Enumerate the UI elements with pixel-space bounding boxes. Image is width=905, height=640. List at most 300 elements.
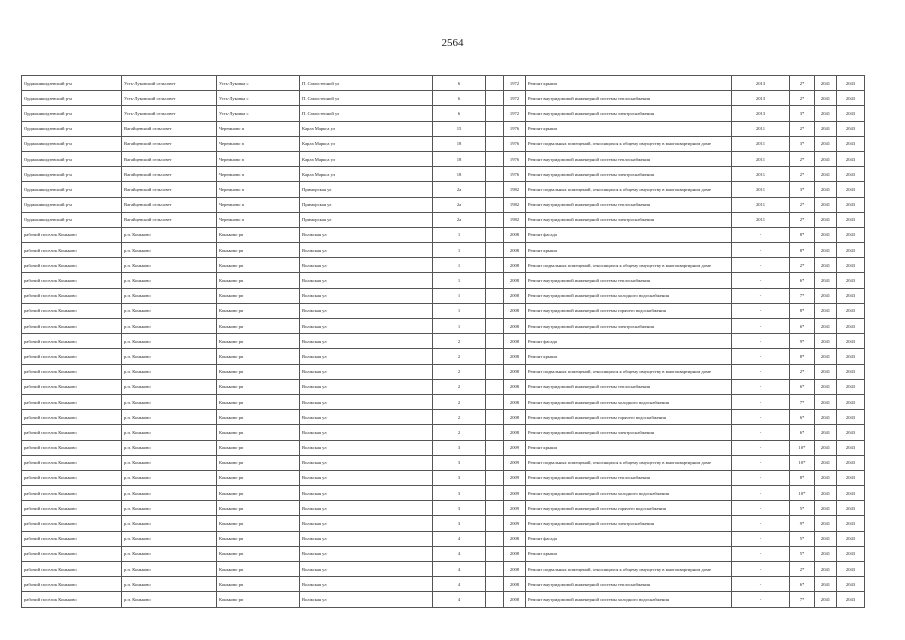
work-type-cell: Ремонт внутридомовой инженерной системы электроснабжения <box>526 516 732 531</box>
period-end-cell: 2043 <box>837 319 865 334</box>
locality-cell: Черемново п <box>217 167 300 182</box>
planned-count-cell: 6* <box>790 577 815 592</box>
planned-count-cell: 2* <box>790 91 815 106</box>
house-number-cell: 4 <box>433 531 486 546</box>
street-cell: Волжская ул <box>300 470 433 485</box>
period-start-cell: 2041 <box>815 516 837 531</box>
period-start-cell: 2041 <box>815 379 837 394</box>
year-built-cell: 2009 <box>504 486 526 501</box>
locality-cell: Коньково рп <box>217 303 300 318</box>
period-end-cell: 2043 <box>837 501 865 516</box>
district-cell: рабочий поселок Коньково <box>22 440 122 455</box>
locality-cell: Коньково рп <box>217 243 300 258</box>
period-start-cell: 2041 <box>815 288 837 303</box>
locality-cell: Черемново п <box>217 151 300 166</box>
settlement-cell: р.п. Коньково <box>122 227 217 242</box>
year-built-cell: 2008 <box>504 531 526 546</box>
last-repair-year-cell: 2011 <box>732 182 790 197</box>
house-number-cell: 6 <box>433 76 486 91</box>
house-number-cell: 3 <box>433 501 486 516</box>
last-repair-year-cell: 2013 <box>732 91 790 106</box>
settlement-cell: р.п. Коньково <box>122 470 217 485</box>
planned-count-cell: 3* <box>790 136 815 151</box>
street-cell: Волжская ул <box>300 562 433 577</box>
period-end-cell: 2043 <box>837 379 865 394</box>
work-type-cell: Ремонт внутридомовой инженерной системы холодного водоснабжения <box>526 394 732 409</box>
locality-cell: Усть-Луковка с <box>217 91 300 106</box>
planned-count-cell: 6* <box>790 379 815 394</box>
house-number-cell: 3 <box>433 470 486 485</box>
locality-cell: Коньково рп <box>217 319 300 334</box>
street-cell: Волжская ул <box>300 440 433 455</box>
house-number-cell: 2 <box>433 425 486 440</box>
last-repair-year-cell: - <box>732 227 790 242</box>
year-built-cell: 2008 <box>504 379 526 394</box>
house-number-cell: 1 <box>433 273 486 288</box>
locality-cell: Коньково рп <box>217 592 300 607</box>
planned-count-cell: 6* <box>790 425 815 440</box>
street-cell: П. Самостепной ул <box>300 106 433 121</box>
street-cell: П. Самостепной ул <box>300 76 433 91</box>
year-built-cell: 1982 <box>504 197 526 212</box>
house-number-cell: 2 <box>433 364 486 379</box>
district-cell: рабочий поселок Коньково <box>22 577 122 592</box>
house-number-cell: 1 <box>433 243 486 258</box>
planned-count-cell: 5* <box>790 501 815 516</box>
period-start-cell: 2041 <box>815 349 837 364</box>
table-row <box>22 91 865 106</box>
year-built-cell: 2008 <box>504 410 526 425</box>
table-row <box>22 288 865 303</box>
settlement-cell: Вагайцевский сельсовет <box>122 121 217 136</box>
work-type-cell: Ремонт внутридомовой инженерной системы теплоснабжения <box>526 273 732 288</box>
house-number-cell: 1 <box>433 319 486 334</box>
settlement-cell: р.п. Коньково <box>122 288 217 303</box>
house-number-cell: 3 <box>433 440 486 455</box>
period-end-cell: 2043 <box>837 167 865 182</box>
district-cell: рабочий поселок Коньково <box>22 425 122 440</box>
building-cell <box>486 577 504 592</box>
street-cell: Волжская ул <box>300 501 433 516</box>
table-row <box>22 76 865 91</box>
work-type-cell: Ремонт внутридомовой инженерной системы электроснабжения <box>526 212 732 227</box>
table-row <box>22 182 865 197</box>
last-repair-year-cell: - <box>732 288 790 303</box>
district-cell: рабочий поселок Коньково <box>22 258 122 273</box>
planned-count-cell: 8* <box>790 349 815 364</box>
house-number-cell: 2а <box>433 212 486 227</box>
street-cell: Волжская ул <box>300 243 433 258</box>
period-start-cell: 2041 <box>815 364 837 379</box>
last-repair-year-cell: - <box>732 349 790 364</box>
district-cell: Орджоникидзевский р-н <box>22 197 122 212</box>
district-cell: рабочий поселок Коньково <box>22 349 122 364</box>
work-type-cell: Ремонт фасада <box>526 227 732 242</box>
building-cell <box>486 167 504 182</box>
district-cell: рабочий поселок Коньково <box>22 546 122 561</box>
house-number-cell: 3 <box>433 455 486 470</box>
house-number-cell: 15 <box>433 121 486 136</box>
year-built-cell: 2008 <box>504 258 526 273</box>
district-cell: Орджоникидзевский р-н <box>22 151 122 166</box>
settlement-cell: р.п. Коньково <box>122 486 217 501</box>
building-cell <box>486 273 504 288</box>
table-row <box>22 151 865 166</box>
period-end-cell: 2043 <box>837 76 865 91</box>
year-built-cell: 1982 <box>504 182 526 197</box>
planned-count-cell: 8* <box>790 227 815 242</box>
period-start-cell: 2041 <box>815 440 837 455</box>
locality-cell: Коньково рп <box>217 379 300 394</box>
period-end-cell: 2043 <box>837 425 865 440</box>
locality-cell: Коньково рп <box>217 562 300 577</box>
district-cell: рабочий поселок Коньково <box>22 516 122 531</box>
planned-count-cell: 10* <box>790 455 815 470</box>
house-number-cell: 3 <box>433 516 486 531</box>
work-type-cell: Ремонт внутридомовой инженерной системы горячего водоснабжения <box>526 501 732 516</box>
table-row <box>22 501 865 516</box>
house-number-cell: 3 <box>433 486 486 501</box>
last-repair-year-cell: - <box>732 486 790 501</box>
planned-count-cell: 5* <box>790 546 815 561</box>
settlement-cell: Вагайцевский сельсовет <box>122 212 217 227</box>
table-row <box>22 167 865 182</box>
planned-count-cell: 7* <box>790 394 815 409</box>
street-cell: Волжская ул <box>300 349 433 364</box>
work-type-cell: Ремонт фасада <box>526 531 732 546</box>
year-built-cell: 2008 <box>504 227 526 242</box>
work-type-cell: Ремонт подвальных помещений, относящихся к общему имуществу в многоквартирном доме <box>526 182 732 197</box>
period-start-cell: 2041 <box>815 562 837 577</box>
building-cell <box>486 425 504 440</box>
settlement-cell: р.п. Коньково <box>122 410 217 425</box>
planned-count-cell: 2* <box>790 562 815 577</box>
year-built-cell: 1976 <box>504 167 526 182</box>
settlement-cell: р.п. Коньково <box>122 258 217 273</box>
year-built-cell: 2008 <box>504 243 526 258</box>
table-row <box>22 258 865 273</box>
period-end-cell: 2043 <box>837 243 865 258</box>
last-repair-year-cell: - <box>732 334 790 349</box>
building-cell <box>486 197 504 212</box>
period-end-cell: 2043 <box>837 182 865 197</box>
period-end-cell: 2043 <box>837 546 865 561</box>
locality-cell: Коньково рп <box>217 394 300 409</box>
last-repair-year-cell: 2011 <box>732 121 790 136</box>
settlement-cell: р.п. Коньково <box>122 334 217 349</box>
period-end-cell: 2043 <box>837 410 865 425</box>
street-cell: Карла Маркса ул <box>300 151 433 166</box>
year-built-cell: 2008 <box>504 425 526 440</box>
period-start-cell: 2041 <box>815 410 837 425</box>
street-cell: Волжская ул <box>300 410 433 425</box>
period-start-cell: 2041 <box>815 136 837 151</box>
year-built-cell: 1976 <box>504 136 526 151</box>
year-built-cell: 2008 <box>504 334 526 349</box>
settlement-cell: Вагайцевский сельсовет <box>122 151 217 166</box>
settlement-cell: р.п. Коньково <box>122 379 217 394</box>
building-cell <box>486 151 504 166</box>
table-row <box>22 273 865 288</box>
last-repair-year-cell: 2011 <box>732 212 790 227</box>
planned-count-cell: 2* <box>790 197 815 212</box>
period-end-cell: 2043 <box>837 334 865 349</box>
locality-cell: Черемново п <box>217 182 300 197</box>
building-cell <box>486 91 504 106</box>
street-cell: Волжская ул <box>300 486 433 501</box>
locality-cell: Коньково рп <box>217 531 300 546</box>
period-start-cell: 2041 <box>815 334 837 349</box>
work-type-cell: Ремонт подвальных помещений, относящихся к общему имуществу в многоквартирном доме <box>526 136 732 151</box>
work-type-cell: Ремонт внутридомовой инженерной системы электроснабжения <box>526 425 732 440</box>
district-cell: рабочий поселок Коньково <box>22 410 122 425</box>
settlement-cell: р.п. Коньково <box>122 546 217 561</box>
work-type-cell: Ремонт крыши <box>526 546 732 561</box>
year-built-cell: 2008 <box>504 303 526 318</box>
planned-count-cell: 2* <box>790 121 815 136</box>
settlement-cell: р.п. Коньково <box>122 319 217 334</box>
settlement-cell: р.п. Коньково <box>122 425 217 440</box>
building-cell <box>486 243 504 258</box>
street-cell: Волжская ул <box>300 592 433 607</box>
street-cell: Карла Маркса ул <box>300 121 433 136</box>
table-body <box>22 76 865 608</box>
building-cell <box>486 288 504 303</box>
building-cell <box>486 379 504 394</box>
last-repair-year-cell: - <box>732 577 790 592</box>
table-row <box>22 592 865 607</box>
year-built-cell: 2008 <box>504 562 526 577</box>
table-row <box>22 106 865 121</box>
locality-cell: Коньково рп <box>217 227 300 242</box>
table-row <box>22 516 865 531</box>
period-start-cell: 2041 <box>815 258 837 273</box>
building-cell <box>486 592 504 607</box>
building-cell <box>486 121 504 136</box>
settlement-cell: р.п. Коньково <box>122 577 217 592</box>
last-repair-year-cell: 2011 <box>732 136 790 151</box>
period-end-cell: 2043 <box>837 273 865 288</box>
house-number-cell: 18 <box>433 136 486 151</box>
locality-cell: Коньково рп <box>217 425 300 440</box>
period-start-cell: 2041 <box>815 303 837 318</box>
last-repair-year-cell: - <box>732 501 790 516</box>
last-repair-year-cell: - <box>732 440 790 455</box>
building-cell <box>486 303 504 318</box>
locality-cell: Коньково рп <box>217 334 300 349</box>
year-built-cell: 1976 <box>504 151 526 166</box>
locality-cell: Коньково рп <box>217 486 300 501</box>
district-cell: рабочий поселок Коньково <box>22 592 122 607</box>
building-cell <box>486 364 504 379</box>
locality-cell: Коньково рп <box>217 546 300 561</box>
locality-cell: Черемново п <box>217 136 300 151</box>
district-cell: рабочий поселок Коньково <box>22 394 122 409</box>
street-cell: Волжская ул <box>300 455 433 470</box>
district-cell: рабочий поселок Коньково <box>22 501 122 516</box>
settlement-cell: р.п. Коньково <box>122 562 217 577</box>
house-number-cell: 2 <box>433 394 486 409</box>
settlement-cell: р.п. Коньково <box>122 592 217 607</box>
building-cell <box>486 455 504 470</box>
last-repair-year-cell: - <box>732 273 790 288</box>
planned-count-cell: 2* <box>790 76 815 91</box>
period-start-cell: 2041 <box>815 243 837 258</box>
building-cell <box>486 562 504 577</box>
period-end-cell: 2043 <box>837 577 865 592</box>
table-row <box>22 197 865 212</box>
year-built-cell: 2008 <box>504 546 526 561</box>
settlement-cell: Усть-Луковский сельсовет <box>122 106 217 121</box>
table-row <box>22 136 865 151</box>
last-repair-year-cell: - <box>732 258 790 273</box>
last-repair-year-cell: - <box>732 531 790 546</box>
last-repair-year-cell: - <box>732 546 790 561</box>
house-number-cell: 18 <box>433 167 486 182</box>
street-cell: Карла Маркса ул <box>300 136 433 151</box>
locality-cell: Коньково рп <box>217 349 300 364</box>
table-row <box>22 303 865 318</box>
period-start-cell: 2041 <box>815 425 837 440</box>
period-end-cell: 2043 <box>837 531 865 546</box>
house-number-cell: 6 <box>433 106 486 121</box>
building-cell <box>486 410 504 425</box>
last-repair-year-cell: - <box>732 319 790 334</box>
planned-count-cell: 3* <box>790 106 815 121</box>
building-cell <box>486 531 504 546</box>
planned-count-cell: 2* <box>790 212 815 227</box>
district-cell: рабочий поселок Коньково <box>22 379 122 394</box>
street-cell: Волжская ул <box>300 303 433 318</box>
period-end-cell: 2043 <box>837 470 865 485</box>
building-cell <box>486 182 504 197</box>
building-cell <box>486 227 504 242</box>
table-row <box>22 349 865 364</box>
last-repair-year-cell: - <box>732 455 790 470</box>
work-type-cell: Ремонт внутридомовой инженерной системы теплоснабжения <box>526 577 732 592</box>
settlement-cell: р.п. Коньково <box>122 455 217 470</box>
settlement-cell: р.п. Коньково <box>122 501 217 516</box>
period-end-cell: 2043 <box>837 349 865 364</box>
planned-count-cell: 6* <box>790 273 815 288</box>
year-built-cell: 2008 <box>504 592 526 607</box>
locality-cell: Коньково рп <box>217 440 300 455</box>
table-row <box>22 121 865 136</box>
planned-count-cell: 7* <box>790 288 815 303</box>
planned-count-cell: 8* <box>790 243 815 258</box>
district-cell: рабочий поселок Коньково <box>22 273 122 288</box>
street-cell: Волжская ул <box>300 516 433 531</box>
last-repair-year-cell: - <box>732 425 790 440</box>
period-start-cell: 2041 <box>815 546 837 561</box>
work-type-cell: Ремонт внутридомовой инженерной системы теплоснабжения <box>526 379 732 394</box>
locality-cell: Усть-Луковка с <box>217 76 300 91</box>
year-built-cell: 2009 <box>504 470 526 485</box>
year-built-cell: 2009 <box>504 455 526 470</box>
period-start-cell: 2041 <box>815 227 837 242</box>
period-start-cell: 2041 <box>815 319 837 334</box>
period-start-cell: 2041 <box>815 76 837 91</box>
locality-cell: Коньково рп <box>217 516 300 531</box>
year-built-cell: 1972 <box>504 76 526 91</box>
period-end-cell: 2043 <box>837 91 865 106</box>
period-start-cell: 2041 <box>815 121 837 136</box>
district-cell: Орджоникидзевский р-н <box>22 76 122 91</box>
settlement-cell: р.п. Коньково <box>122 364 217 379</box>
house-number-cell: 1 <box>433 288 486 303</box>
street-cell: Волжская ул <box>300 425 433 440</box>
street-cell: Волжская ул <box>300 319 433 334</box>
last-repair-year-cell: 2013 <box>732 76 790 91</box>
period-end-cell: 2043 <box>837 562 865 577</box>
period-start-cell: 2041 <box>815 455 837 470</box>
settlement-cell: р.п. Коньково <box>122 516 217 531</box>
year-built-cell: 2008 <box>504 288 526 303</box>
table-row <box>22 319 865 334</box>
district-cell: рабочий поселок Коньково <box>22 531 122 546</box>
house-number-cell: 18 <box>433 151 486 166</box>
period-end-cell: 2043 <box>837 394 865 409</box>
settlement-cell: Вагайцевский сельсовет <box>122 136 217 151</box>
period-start-cell: 2041 <box>815 182 837 197</box>
planned-count-cell: 2* <box>790 364 815 379</box>
building-cell <box>486 319 504 334</box>
last-repair-year-cell: 2011 <box>732 167 790 182</box>
year-built-cell: 2009 <box>504 440 526 455</box>
street-cell: Волжская ул <box>300 227 433 242</box>
period-start-cell: 2041 <box>815 501 837 516</box>
table-row <box>22 577 865 592</box>
street-cell: Волжская ул <box>300 546 433 561</box>
district-cell: рабочий поселок Коньково <box>22 243 122 258</box>
table-row <box>22 364 865 379</box>
table-row <box>22 243 865 258</box>
planned-count-cell: 9* <box>790 516 815 531</box>
building-cell <box>486 334 504 349</box>
street-cell: Волжская ул <box>300 531 433 546</box>
period-start-cell: 2041 <box>815 486 837 501</box>
last-repair-year-cell: - <box>732 410 790 425</box>
period-end-cell: 2043 <box>837 197 865 212</box>
last-repair-year-cell: 2011 <box>732 197 790 212</box>
street-cell: Волжская ул <box>300 258 433 273</box>
house-number-cell: 2 <box>433 379 486 394</box>
work-type-cell: Ремонт внутридомовой инженерной системы электроснабжения <box>526 319 732 334</box>
year-built-cell: 2008 <box>504 394 526 409</box>
table-row <box>22 425 865 440</box>
district-cell: Орджоникидзевский р-н <box>22 106 122 121</box>
building-cell <box>486 136 504 151</box>
street-cell: Приморская ул <box>300 197 433 212</box>
last-repair-year-cell: 2011 <box>732 151 790 166</box>
year-built-cell: 1972 <box>504 106 526 121</box>
settlement-cell: р.п. Коньково <box>122 243 217 258</box>
street-cell: Волжская ул <box>300 334 433 349</box>
settlement-cell: р.п. Коньково <box>122 531 217 546</box>
table-row <box>22 546 865 561</box>
period-end-cell: 2043 <box>837 258 865 273</box>
house-number-cell: 2а <box>433 182 486 197</box>
district-cell: Орджоникидзевский р-н <box>22 167 122 182</box>
last-repair-year-cell: - <box>732 364 790 379</box>
period-start-cell: 2041 <box>815 151 837 166</box>
last-repair-year-cell: - <box>732 394 790 409</box>
building-cell <box>486 440 504 455</box>
period-end-cell: 2043 <box>837 212 865 227</box>
work-type-cell: Ремонт внутридомовой инженерной системы горячего водоснабжения <box>526 303 732 318</box>
table-row <box>22 227 865 242</box>
period-start-cell: 2041 <box>815 197 837 212</box>
